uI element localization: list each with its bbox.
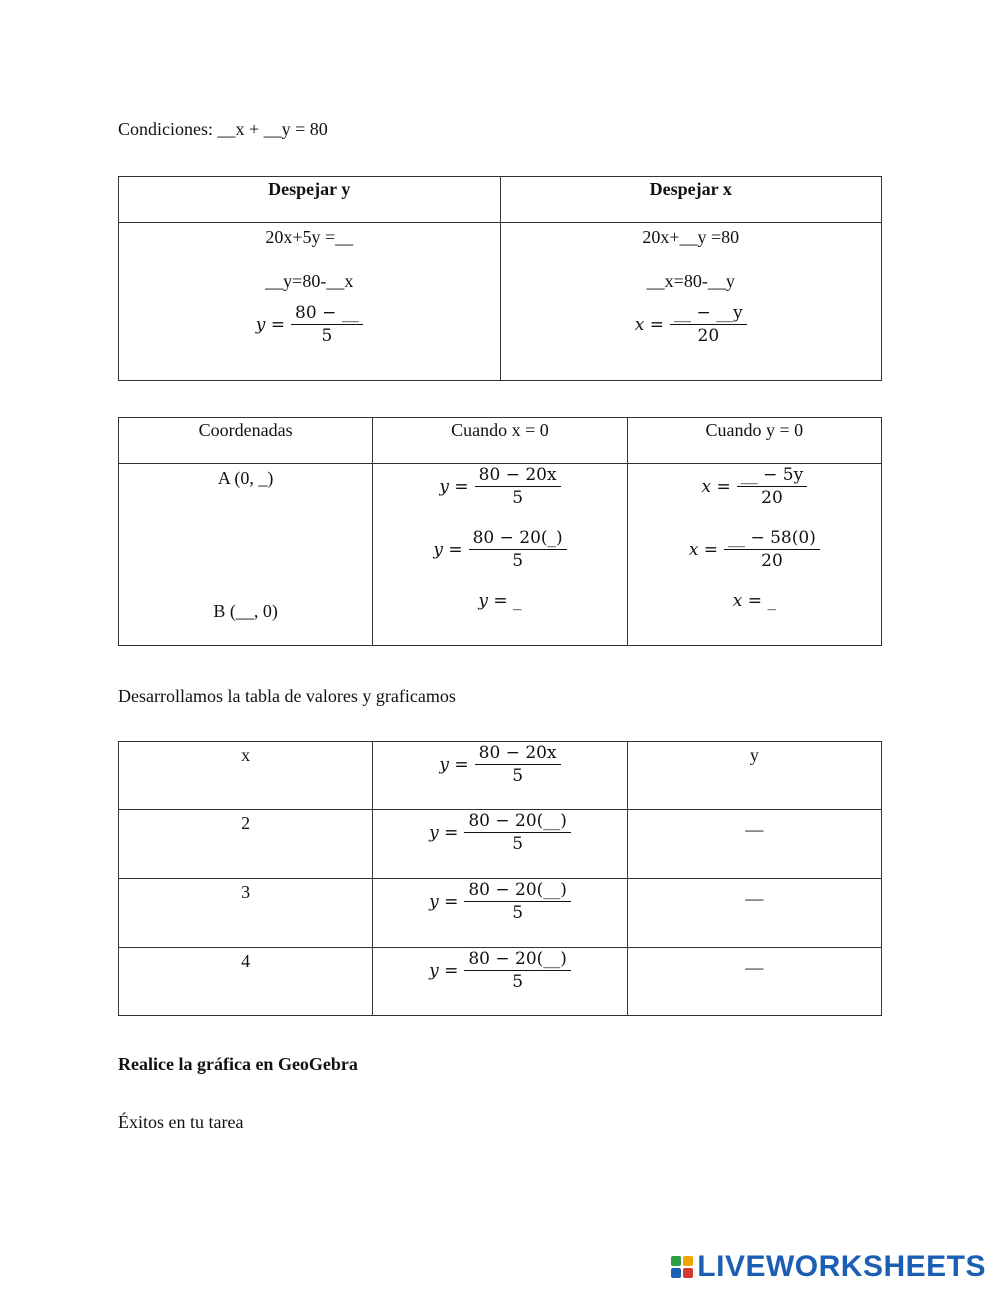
formula-numerator: 80 − 20(_) xyxy=(469,527,567,550)
header-coordenadas: Coordenadas xyxy=(119,418,373,464)
formula-numerator: 80 − 20x xyxy=(475,742,561,765)
header-y: y xyxy=(627,742,881,810)
solve-x-formula xyxy=(635,302,747,347)
solve-table xyxy=(118,176,882,381)
row-formula xyxy=(373,879,626,924)
solve-y-cell xyxy=(119,223,501,381)
formula-lhs: y = xyxy=(255,314,286,335)
coord-b: B (__, 0) xyxy=(213,601,278,621)
row-y-value: __ xyxy=(627,810,881,879)
liveworksheets-icon xyxy=(671,1256,693,1278)
formula-numerator: 80 − __ xyxy=(291,302,363,325)
formula-lhs: y = xyxy=(439,476,469,497)
formula-lhs: y = xyxy=(429,960,459,981)
y-zero-cell xyxy=(627,464,881,646)
table-row xyxy=(119,879,882,948)
formula-denominator: 5 xyxy=(321,326,333,346)
formula-denominator: 5 xyxy=(512,766,524,786)
solve-x-step2: __x=80-__y xyxy=(646,271,735,291)
formula-denominator: 5 xyxy=(512,488,524,508)
conditions-text: Condiciones: __x + __y = 80 xyxy=(118,119,328,139)
formula-numerator: __ − 5y xyxy=(737,464,807,487)
formula-lhs: y = xyxy=(429,822,459,843)
solve-x-cell xyxy=(500,223,882,381)
formula-numerator: 80 − 20(__) xyxy=(464,879,571,902)
header-cuando-x: Cuando x = 0 xyxy=(373,418,627,464)
formula-denominator: 5 xyxy=(512,834,524,854)
liveworksheets-logo xyxy=(671,1250,986,1284)
values-table xyxy=(118,741,882,1016)
formula-denominator: 20 xyxy=(761,551,783,571)
geogebra-instruction: Realice la gráfica en GeoGebra xyxy=(118,1054,358,1074)
solve-y-step1: 20x+5y =__ xyxy=(265,227,354,247)
solve-x-step1: 20x+__y =80 xyxy=(642,227,740,247)
header-despejar-y: Despejar y xyxy=(119,177,501,223)
formula-denominator: 20 xyxy=(761,488,783,508)
header-cuando-y: Cuando y = 0 xyxy=(627,418,881,464)
row-y-value: __ xyxy=(627,879,881,948)
x-zero-result: y = _ xyxy=(478,591,522,611)
coordinates-table xyxy=(118,417,882,646)
formula-denominator: 5 xyxy=(512,972,524,992)
coord-cell xyxy=(119,464,373,646)
row-formula xyxy=(373,948,626,993)
solve-y-step2: __y=80-__x xyxy=(265,271,354,291)
x-zero-eq1 xyxy=(373,464,626,509)
y-zero-result: x = _ xyxy=(732,591,776,611)
solve-y-formula xyxy=(256,302,363,347)
row-formula-cell xyxy=(373,879,627,948)
formula-lhs: y = xyxy=(433,539,463,560)
row-formula xyxy=(373,810,626,855)
table-row xyxy=(119,810,882,879)
formula-denominator: 20 xyxy=(697,326,720,346)
closing-text: Éxitos en tu tarea xyxy=(118,1112,244,1132)
formula-lhs: y = xyxy=(429,891,459,912)
values-title: Desarrollamos la tabla de valores y graficamos xyxy=(118,686,456,706)
formula-numerator: 80 − 20(__) xyxy=(464,948,571,971)
x-zero-cell xyxy=(373,464,627,646)
formula-denominator: 5 xyxy=(512,903,524,923)
row-x-value: 3 xyxy=(119,879,373,948)
y-zero-eq1 xyxy=(628,464,881,509)
formula-numerator: __ − __y xyxy=(670,302,747,325)
header-x: x xyxy=(119,742,373,810)
x-zero-eq2 xyxy=(373,527,626,572)
row-y-value: __ xyxy=(627,948,881,1016)
formula-numerator: 80 − 20x xyxy=(475,464,561,487)
formula-lhs: x = xyxy=(688,539,719,560)
formula-numerator: 80 − 20(__) xyxy=(464,810,571,833)
coord-a: A (0, _) xyxy=(217,468,274,488)
table-row xyxy=(119,948,882,1016)
header-despejar-x: Despejar x xyxy=(500,177,882,223)
y-zero-eq2 xyxy=(628,527,881,572)
formula-denominator: 5 xyxy=(512,551,524,571)
row-x-value: 4 xyxy=(119,948,373,1016)
logo-text: LIVEWORKSHEETS xyxy=(697,1250,986,1283)
row-formula-cell xyxy=(373,810,627,879)
formula-lhs: x = xyxy=(701,476,731,497)
row-formula-cell xyxy=(373,948,627,1016)
formula-numerator: __ − 58(0) xyxy=(724,527,820,550)
formula-lhs: x = xyxy=(634,314,665,335)
formula-lhs: y = xyxy=(439,754,469,775)
row-x-value: 2 xyxy=(119,810,373,879)
header-formula xyxy=(373,742,626,787)
header-equation xyxy=(373,742,627,810)
